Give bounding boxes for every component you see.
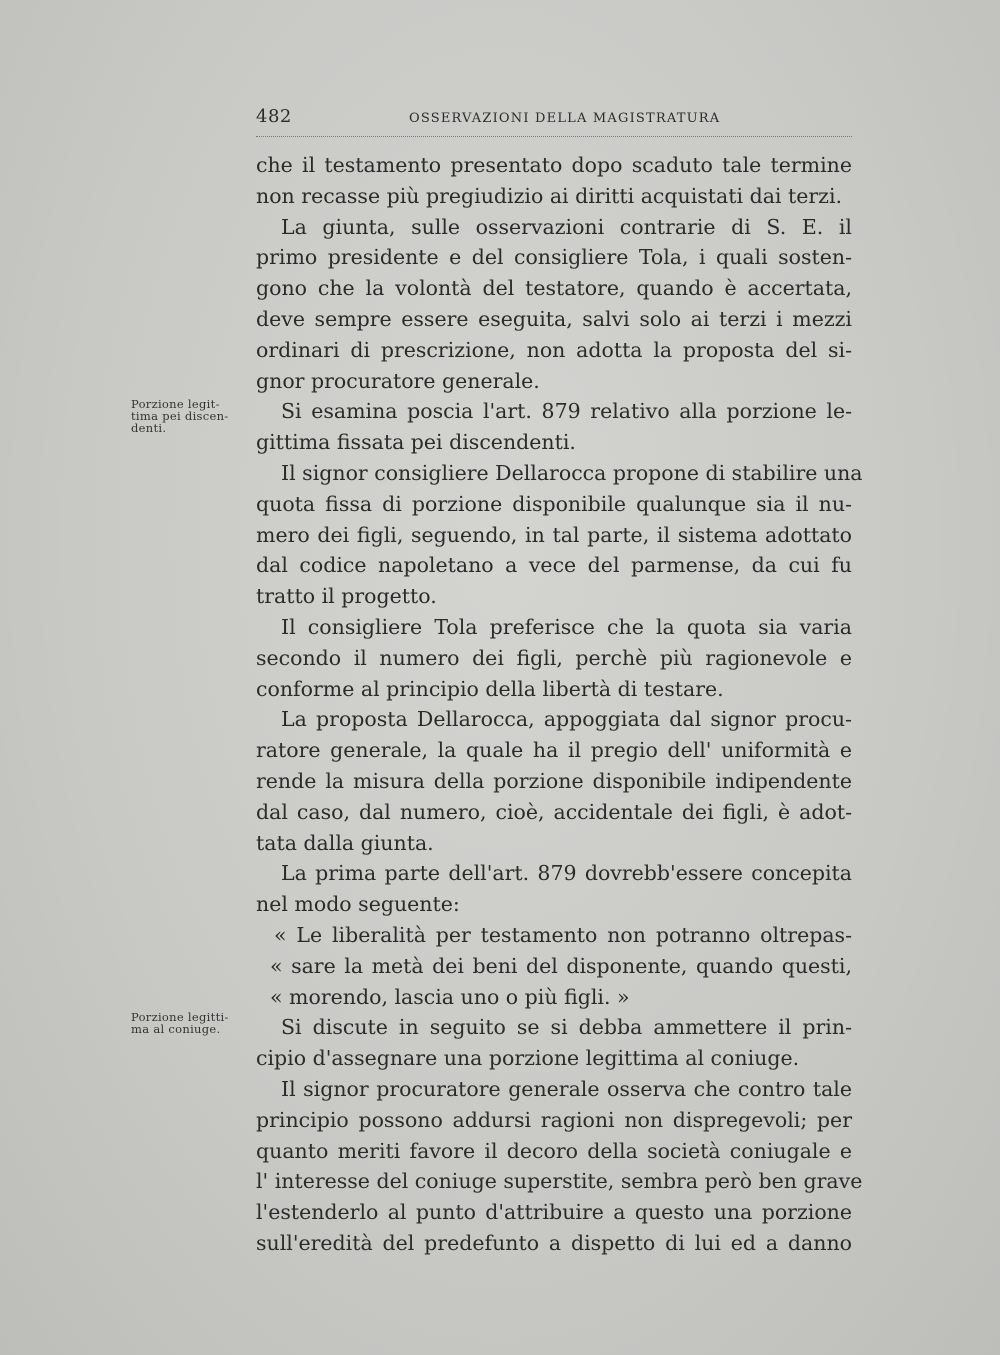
text-line: sull'eredità del predefunto a dispetto di lui ed a danno (256, 1230, 852, 1255)
text-line: primo presidente e del consigliere Tola, i quali sosten- (256, 245, 852, 270)
margin-note-porzione-discendenti (131, 398, 229, 434)
text-line: mero dei figli, seguendo, in tal parte, il sistema adottato (256, 522, 852, 547)
text-line: Il signor procuratore generale osserva che contro tale (281, 1076, 852, 1101)
text-line: « morendo, lascia uno o più figli. » (270, 984, 630, 1009)
text-line: ordinari di prescrizione, non adotta la proposta del si- (256, 337, 852, 362)
text-line: gnor procuratore generale. (256, 368, 540, 393)
text-line: La proposta Dellarocca, appoggiata dal signor procu- (281, 707, 852, 732)
margin-note-porzione-coniuge (131, 1011, 229, 1035)
text-line: quota fissa di porzione disponibile qualunque sia il nu- (256, 491, 852, 516)
text-line: deve sempre essere eseguita, salvi solo ai terzi i mezzi (256, 306, 852, 331)
margin-note-line: ma al coniuge. (131, 1022, 221, 1036)
text-line: secondo il numero dei figli, perchè più ragionevole e (256, 645, 852, 670)
text-line: Il signor consigliere Dellarocca propone di stabilire una (281, 460, 863, 485)
text-line: principio possono addursi ragioni non dispregevoli; per (256, 1107, 852, 1132)
text-line: tata dalla giunta. (256, 830, 434, 855)
text-line: l' interesse del coniuge superstite, sembra però ben grave (256, 1169, 863, 1194)
text-line: quanto meriti favore il decoro della società coniugale e (256, 1138, 852, 1163)
text-line: La giunta, sulle osservazioni contrarie di S. E. il (281, 214, 852, 239)
margin-note-line: tima pei discen- (131, 409, 229, 423)
text-line: l'estenderlo al punto d'attribuire a questo una porzione (256, 1200, 852, 1225)
text-line: La prima parte dell'art. 879 dovrebb'essere concepita (281, 861, 852, 886)
text-line: che il testamento presentato dopo scaduto tale termine (256, 153, 852, 177)
text-line: Si esamina poscia l'art. 879 relativo alla porzione le- (281, 399, 852, 424)
text-line: cipio d'assegnare una porzione legittima al coniuge. (256, 1046, 800, 1071)
text-line: dal codice napoletano a vece del parmense, da cui fu (256, 553, 852, 578)
margin-note-line: Porzione legit- (131, 397, 220, 411)
page-header (256, 106, 852, 132)
text-line: non recasse più pregiudizio ai diritti acquistati dai terzi. (256, 183, 843, 208)
text-line: « sare la metà dei beni del disponente, quando questi, (270, 953, 852, 978)
text-line: gono che la volontà del testatore, quando è accertata, (256, 276, 852, 301)
running-title: OSSERVAZIONI DELLA MAGISTRATURA (409, 111, 721, 126)
text-line: nel modo seguente: (256, 892, 460, 917)
margin-note-line: denti. (131, 421, 167, 435)
text-line: Il consigliere Tola preferisce che la quota sia varia (281, 614, 852, 639)
page-number: 482 (256, 106, 292, 127)
text-line: rende la misura della porzione disponibile indipendente (256, 768, 852, 793)
body-text (256, 150, 863, 1259)
text-line: ratore generale, la quale ha il pregio dell' uniformità e (256, 738, 852, 763)
text-line: dal caso, dal numero, cioè, accidentale dei figli, è adot- (256, 799, 852, 824)
header-rule (256, 136, 852, 137)
text-line: conforme al principio della libertà di testare. (256, 676, 724, 701)
text-line: tratto il progetto. (256, 584, 437, 609)
text-line: « Le liberalità per testamento non potranno oltrepas- (274, 922, 852, 947)
text-line: gittima fissata pei discendenti. (256, 430, 576, 455)
margin-note-line: Porzione legitti- (131, 1010, 229, 1024)
text-line: Si discute in seguito se si debba ammettere il prin- (281, 1015, 852, 1040)
